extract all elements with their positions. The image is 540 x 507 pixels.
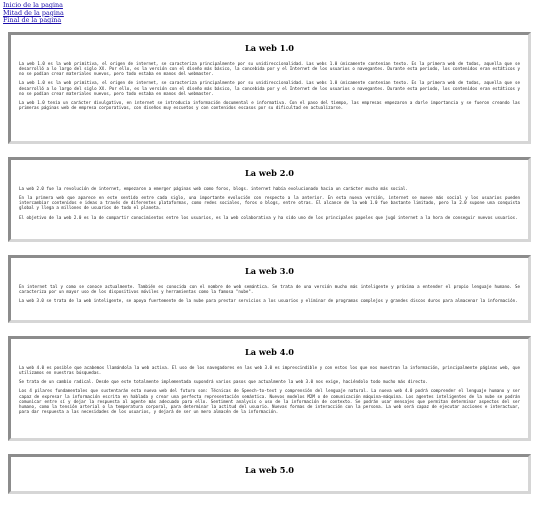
paragraph: La web 1.0 es la web primitiva, el origen de internet, se caracteriza principalmente por su unidireccionalidad. Las webs 1.0 únicamente contenían texto. Es la primera web de todas, aquella que se desarrolló a lo largo del siglo XX. Por ello, es la versión con el diseño más básico, la concebida por y el Internet de los usuarios o navegantes. Durante esta periodo, los contenidos eran estáticos y no se podían crear materiales nuevos, pero todo estaba en manos del webmaster. xyxy=(19,61,520,77)
paragraph: La web 4.0 es posible que acabemos llamándola la web activa. El uso de los navegadores en las web 3.0 es imprescindible y con estos los que nos muestran la información, principalmente páginas web, que utilizamos en nuestras búsquedas. xyxy=(19,365,520,376)
paragraph: La web 2.0 fue la revolución de internet, empezaron a emerger páginas web como foros, blogs. internet había evolucionado hacia un carácter mucho más social. xyxy=(19,186,408,191)
paragraph: La web 1.0 es la web primitiva, el origen de internet, se caracteriza principalmente por su unidireccionalidad. Las webs 1.0 únicamente contenían texto. Es la primera web de todas, aquella que se desarrolló a lo largo del siglo XX. Por ello, es la versión con el diseño más básico, la concebida por y el Internet de los usuarios o navegantes. Durante esta periodo, los contenidos eran estáticos y no se podían crear materiales nuevos, pero todo estaba en manos del webmaster. xyxy=(19,80,520,96)
section-web-1 xyxy=(8,32,531,144)
link-top-of-page[interactable]: Inicio de la pagina xyxy=(3,1,63,9)
section-web-4 xyxy=(8,336,531,441)
section-title: La web 3.0 xyxy=(245,266,294,276)
section-web-3 xyxy=(8,255,531,323)
section-title: La web 4.0 xyxy=(245,347,294,357)
paragraph: La web 3.0 se trata de la web inteligente, se apoya fuertemente de la nube para prestar servicios a los usuarios y eliminar de programas complejos y grandes discos duros para almacenar la información. xyxy=(19,298,518,304)
paragraph: La web 1.0 tenía un carácter divulgativo, en internet se introducía información documental e informativa. Con el paso del tiempo, las empresas empezaron a darle importancia y se fueron creando las primeras páginas web de empresa corporativas, con diseños muy escuetos y con contenidos escasos por su dificultad en actualizarse. xyxy=(19,99,520,111)
paragraph: El objetivo de la web 2.0 es la de compartir conocimientos entre los usuarios, es la web colaborativa y ha sido uno de los principales papeles que jugó internet a la hora de conseguir nuevos usuarios. xyxy=(19,214,518,220)
section-title: La web 1.0 xyxy=(245,43,294,53)
link-middle-of-page[interactable]: Mitad de la pagina xyxy=(3,8,64,17)
section-web-5 xyxy=(8,454,531,494)
section-title: La web 5.0 xyxy=(245,465,294,475)
paragraph: En la primera web que aparece en este sentido entre cada siglo, una importante evolución con respecto a la anterior. En esta nueva versión, internet se mueve más social y los usuarios pueden intercambiar contenidos e ideas a través de diferentes plataformas, como redes sociales, foros o blogs, entre otras. El alcance de la web 1.0 fue bastante limitado, pero la 2.0 supone una conquista global y llega a millones de usuarios de todo el planeta. xyxy=(19,195,520,211)
section-web-2 xyxy=(8,157,531,242)
paragraph: En internet tal y como se conoce actualmente. También es conocida con el nombre de web semántica. Se trata de una versión mucho más inteligente y próxima a entender el propio lenguaje humano. Se caracteriza por un mayor uso de los dispositivos móviles y herramientas como la famosa "nube". xyxy=(19,284,520,295)
section-title: La web 2.0 xyxy=(245,168,294,178)
paragraph: Los 4 pilares fundamentales que sustentarán esta nueva web del futuro son: Técnicas de Speech-to-text y comprensión del lenguaje natural. La nueva web 4.0 podrá comprender el lenguaje humano y ser capaz de expresar la información escrita en hablada y crear una perfecta representación semántica. Nuevos modelos M2M o de comunicación máquina-máquina. Los agentes inteligentes de la nube se podrán comunicar entre sí y dejar la respuesta al agente más adecuado para ello. Sentiment analysis o uso de la información de contexto. Se podrán usar mensajes que permitan determinar aspectos del ser humano, como la tensión arterial o la temperatura corporal, para determinar la actitud del usuario. Nuevas formas de interacción con la persona. La web será capaz de ejecutar acciones e interactuar, para dar respuesta a las necesidades de los usuarios, y dejará de ser un mero almacén de la información. xyxy=(19,388,520,415)
page-navigation xyxy=(3,2,64,25)
main-content xyxy=(8,32,531,507)
link-end-of-page[interactable]: Final de la pagina xyxy=(3,16,62,25)
paragraph: Se trata de un cambio radical. Desde que este totalmente implementada supondrá varios pasos que actualmente la web 3.0 nos exige, haciéndolo todo mucho más directo. xyxy=(19,379,428,385)
